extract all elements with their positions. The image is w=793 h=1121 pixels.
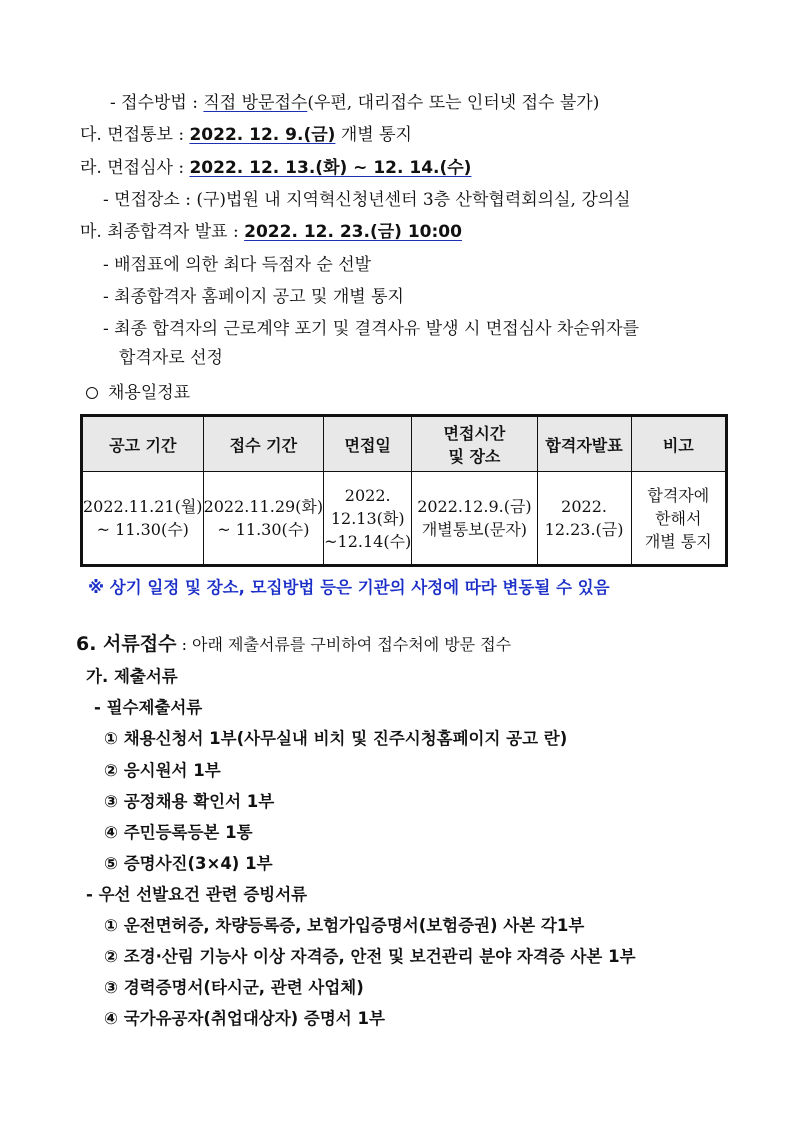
final-announce-line: 마. 최종합격자 발표 : 2022. 12. 23.(금) 10:00	[80, 222, 462, 242]
list-item: ② 조경·산림 기능사 이상 자격증, 안전 및 보건관리 분야 자격증 사본 1부	[104, 947, 636, 966]
final-item: 합격자로 선정	[119, 348, 223, 368]
receipt-method-underlined: 직접 방문접수	[203, 93, 308, 113]
list-item: ③ 공정채용 확인서 1부	[104, 792, 275, 811]
header-cell: 합격자발표	[537, 416, 631, 472]
table-cell-announce-period: 2022.11.21(월) ~ 11.30(수)	[82, 472, 204, 566]
table-cell-receipt-period: 2022.11.29(화) ~ 11.30(수)	[203, 472, 324, 566]
list-item: ③ 경력증명서(타시군, 관련 사업체)	[104, 978, 364, 997]
header-cell: 면접일	[324, 416, 412, 472]
final-item: - 최종합격자 홈페이지 공고 및 개별 통지	[103, 287, 404, 307]
table-cell-interview-place: 2022.12.9.(금) 개별통보(문자)	[412, 472, 537, 566]
list-item: ② 응시원서 1부	[104, 761, 221, 780]
receipt-method-line: - 접수방법 : 직접 방문접수(우편, 대리접수 또는 인터넷 접수 불가)	[110, 93, 600, 113]
interview-review-line: 라. 면접심사 : 2022. 12. 13.(화) ~ 12. 14.(수)	[80, 158, 472, 178]
section6-heading: 6. 서류접수 : 아래 제출서류를 구비하여 접수처에 방문 접수	[76, 633, 512, 655]
final-announce-date: 2022. 12. 23.(금) 10:00	[244, 222, 462, 242]
table-header-row	[82, 416, 727, 472]
circle-bullet-icon	[86, 387, 98, 399]
list-item: ① 채용신청서 1부(사무실내 비치 및 진주시청홈페이지 공고 란)	[104, 729, 568, 748]
schedule-notice: ※ 상기 일정 및 장소, 모집방법 등은 기관의 사정에 따라 변동될 수 있음	[88, 578, 610, 597]
header-cell: 접수 기간	[203, 416, 324, 472]
interview-review-date: 2022. 12. 13.(화) ~ 12. 14.(수)	[189, 158, 472, 178]
interview-notice-line: 다. 면접통보 : 2022. 12. 9.(금) 개별 통지	[80, 125, 412, 145]
table-cell-interview-date: 2022. 12.13(화) ~12.14(수)	[324, 472, 412, 566]
list-item: ④ 주민등록등본 1통	[104, 823, 253, 842]
required-docs-title: - 필수제출서류	[94, 698, 203, 717]
final-item: - 배점표에 의한 최다 득점자 순 선발	[103, 255, 372, 275]
schedule-table	[80, 414, 728, 567]
header-cell: 공고 기간	[82, 416, 204, 472]
interview-place-line: - 면접장소 : (구)법원 내 지역혁신청년센터 3층 산학협력회의실, 강의실	[103, 190, 631, 210]
schedule-title: 채용일정표	[86, 382, 190, 404]
priority-docs-title: - 우선 선발요건 관련 증빙서류	[86, 885, 308, 904]
interview-notice-date: 2022. 12. 9.(금)	[189, 125, 336, 145]
table-cell-remarks: 합격자에 한해서 개별 통지	[631, 472, 726, 566]
table-cell-result-date: 2022. 12.23.(금)	[537, 472, 631, 566]
table-row	[82, 472, 727, 566]
final-item: - 최종 합격자의 근로계약 포기 및 결격사유 발생 시 면접심사 차순위자를	[103, 319, 640, 339]
section6-sub-a: 가. 제출서류	[86, 667, 178, 686]
list-item: ① 운전면허증, 차량등록증, 보험가입증명서(보험증권) 사본 각1부	[104, 916, 585, 935]
header-cell: 면접시간 및 장소	[412, 416, 537, 472]
header-cell: 비고	[631, 416, 726, 472]
list-item: ⑤ 증명사진(3×4) 1부	[104, 854, 273, 873]
list-item: ④ 국가유공자(취업대상자) 증명서 1부	[104, 1009, 385, 1028]
